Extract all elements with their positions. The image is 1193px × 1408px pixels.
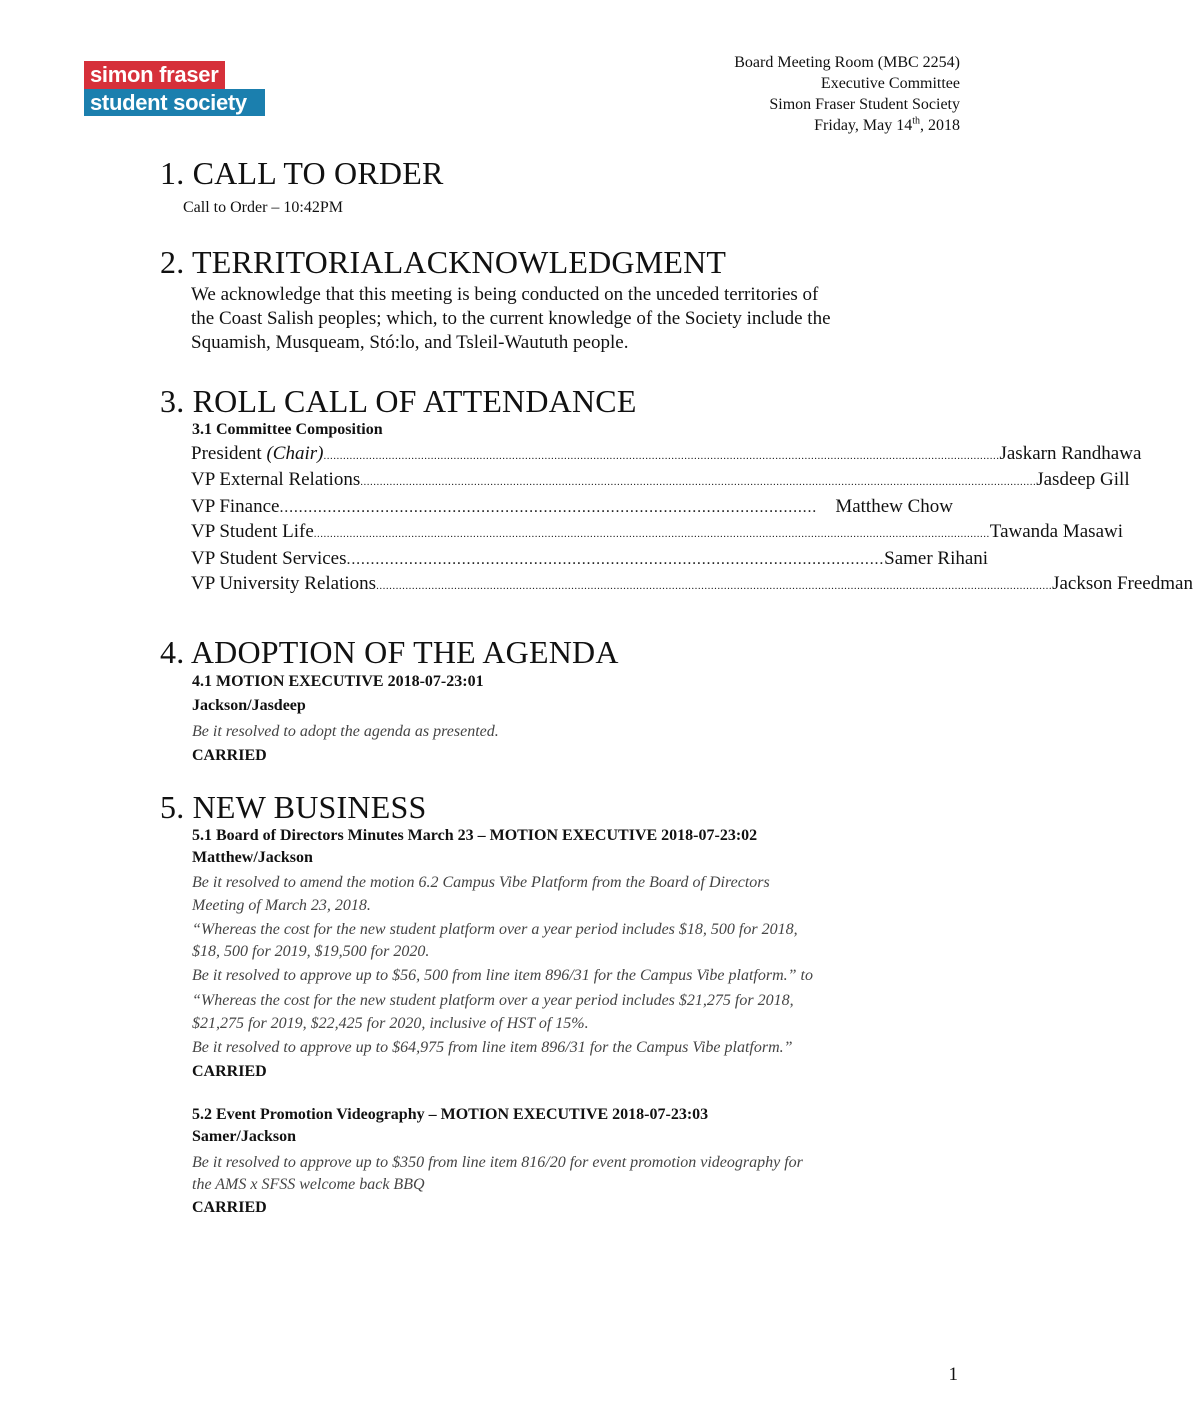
- motion-movers: Samer/Jackson: [192, 1128, 296, 1145]
- roster-name: Samer Rihani: [884, 547, 989, 569]
- motion-title: 4.1 MOTION EXECUTIVE 2018-07-23:01: [192, 673, 484, 690]
- motion-result: CARRIED: [192, 747, 267, 764]
- roster-row: [191, 572, 1193, 598]
- meeting-meta: [734, 52, 960, 136]
- motion-text: Be it resolved to adopt the agenda as presented.: [192, 723, 499, 740]
- section-heading-roll-call: 3. ROLL CALL OF ATTENDANCE: [160, 383, 637, 419]
- motion-text-line: Be it resolved to approve up to $350 from line item 816/20 for event promotion videography for: [192, 1154, 803, 1171]
- motion-text-line: the AMS x SFSS welcome back BBQ: [192, 1176, 425, 1193]
- meeting-date: Friday, May 14th, 2018: [814, 115, 960, 134]
- roster-role: VP Student Services: [191, 547, 347, 569]
- roster-list: [191, 442, 1193, 598]
- roster-name: Tawanda Masawi: [989, 521, 1124, 543]
- motion-result: CARRIED: [192, 1063, 267, 1080]
- call-to-order-time: Call to Order – 10:42PM: [183, 199, 343, 216]
- roster-role: VP University Relations: [191, 573, 377, 595]
- society-name: Simon Fraser Student Society: [769, 96, 960, 113]
- leader-dots: ................................................................................................................: [279, 498, 818, 516]
- motion-text-line: “Whereas the cost for the new student platform over a year period includes $21,275 for 2018,: [192, 992, 794, 1009]
- roster-row: [191, 495, 953, 520]
- ack-line: Squamish, Musqueam, Stó:lo, and Tsleil-Waututh people.: [191, 332, 629, 353]
- logo-text-top: simon fraser: [84, 61, 225, 89]
- roster-row: [191, 520, 1124, 546]
- roster-role: VP External Relations: [191, 469, 361, 491]
- territorial-acknowledgment: [191, 283, 961, 355]
- roster-row: [191, 442, 1142, 468]
- motion-text-line: $21,275 for 2019, $22,425 for 2020, inclusive of HST of 15%.: [192, 1015, 589, 1032]
- roster-name: Jaskarn Randhawa: [999, 443, 1142, 464]
- roster-row: [191, 547, 989, 572]
- logo-text-bottom: student society: [84, 89, 265, 116]
- motion-title: 5.1 Board of Directors Minutes March 23 – MOTION EXECUTIVE 2018-07-23:02: [192, 827, 758, 844]
- roster-role: VP Finance: [191, 495, 280, 517]
- motion-result: CARRIED: [192, 1199, 267, 1216]
- roster-role: President (Chair): [191, 443, 324, 464]
- meeting-room: Board Meeting Room (MBC 2254): [734, 54, 960, 71]
- section-heading-call-to-order: 1. CALL TO ORDER: [160, 155, 444, 191]
- section-heading-agenda: 4. ADOPTION OF THE AGENDA: [160, 634, 619, 670]
- motion-text-line: $18, 500 for 2019, $19,500 for 2020.: [192, 943, 430, 960]
- motion-text-line: Be it resolved to approve up to $64,975 from line item 896/31 for the Campus Vibe platform.”: [192, 1039, 793, 1056]
- ack-line: the Coast Salish peoples; which, to the current knowledge of the Society include the: [191, 308, 831, 329]
- motion-movers: Jackson/Jasdeep: [192, 697, 306, 714]
- ack-line: We acknowledge that this meeting is being conducted on the unceded territories of: [191, 284, 819, 305]
- roster-row: [191, 468, 1130, 494]
- page-number: 1: [948, 1364, 958, 1385]
- leader-dots: ................................................................................................................................................................................................................: [376, 580, 1053, 593]
- motion-movers: Matthew/Jackson: [192, 849, 313, 866]
- section-heading-new-business: 5. NEW BUSINESS: [160, 789, 427, 825]
- committee-name: Executive Committee: [820, 75, 960, 92]
- committee-composition-title: 3.1 Committee Composition: [192, 421, 383, 438]
- motion-text-line: Be it resolved to approve up to $56, 500 from line item 896/31 for the Campus Vibe platform.” to: [192, 967, 813, 984]
- roster-name: Jasdeep Gill: [1036, 469, 1130, 491]
- roster-role: VP Student Life: [191, 521, 314, 543]
- section-heading-territorial: 2. TERRITORIALACKNOWLEDGMENT: [160, 244, 727, 280]
- motion-text-line: Be it resolved to amend the motion 6.2 Campus Vibe Platform from the Board of Directors: [192, 874, 770, 891]
- roster-name: Jackson Freedman: [1052, 573, 1193, 595]
- motion-text-line: “Whereas the cost for the new student platform over a year period includes $18, 500 for 2018,: [192, 921, 798, 938]
- roster-name: Matthew Chow: [835, 495, 953, 517]
- leader-dots: ................................................................................................................................................................................................................: [323, 450, 1000, 462]
- leader-dots: ................................................................................................................................................................................................................: [313, 528, 990, 541]
- sfss-logo: [84, 61, 265, 116]
- leader-dots: ................................................................................................................................................................................................................: [360, 476, 1037, 489]
- motion-text-line: Meeting of March 23, 2018.: [192, 897, 371, 914]
- motion-title: 5.2 Event Promotion Videography – MOTION EXECUTIVE 2018-07-23:03: [192, 1106, 709, 1123]
- leader-dots: ................................................................................................................: [346, 550, 885, 568]
